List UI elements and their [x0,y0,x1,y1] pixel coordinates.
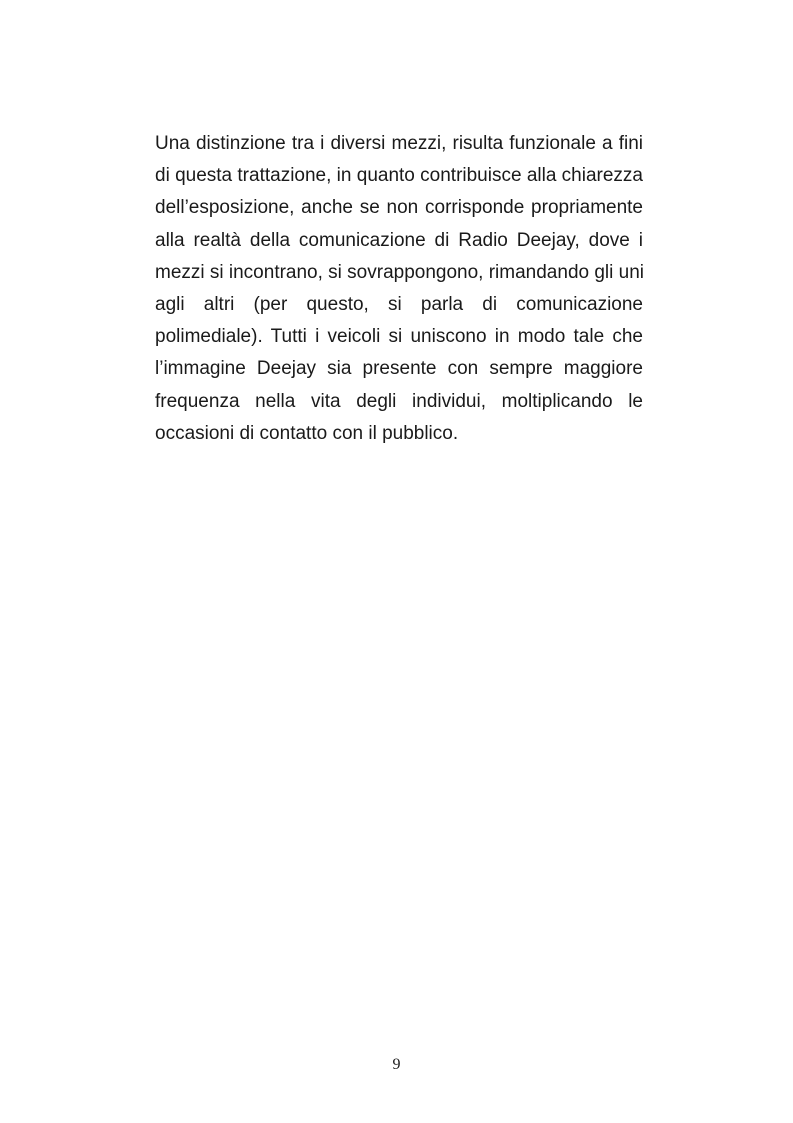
paragraph-line: dell’esposizione, anche se non corrisponde propriamente [155,197,643,219]
body-paragraph [155,128,643,450]
paragraph-line: alla realtà della comunicazione di Radio Deejay, dove i [155,229,643,251]
paragraph-line: mezzi si incontrano, si sovrappongono, rimandando gli uni [155,261,644,283]
paragraph-line: l’immagine Deejay sia presente con sempre maggiore [155,358,643,380]
paragraph-line: polimediale). Tutti i veicoli si uniscono in modo tale che [155,326,643,348]
paragraph-line: agli altri (per questo, si parla di comunicazione [155,293,643,315]
paragraph-line: frequenza nella vita degli individui, moltiplicando le [155,390,643,412]
paragraph-line: di questa trattazione, in quanto contribuisce alla chiarezza [155,165,643,187]
page-number: 9 [392,1056,401,1073]
paragraph-line: Una distinzione tra i diversi mezzi, risulta funzionale a fini [155,133,643,154]
paragraph-line: occasioni di contatto con il pubblico. [155,422,459,444]
